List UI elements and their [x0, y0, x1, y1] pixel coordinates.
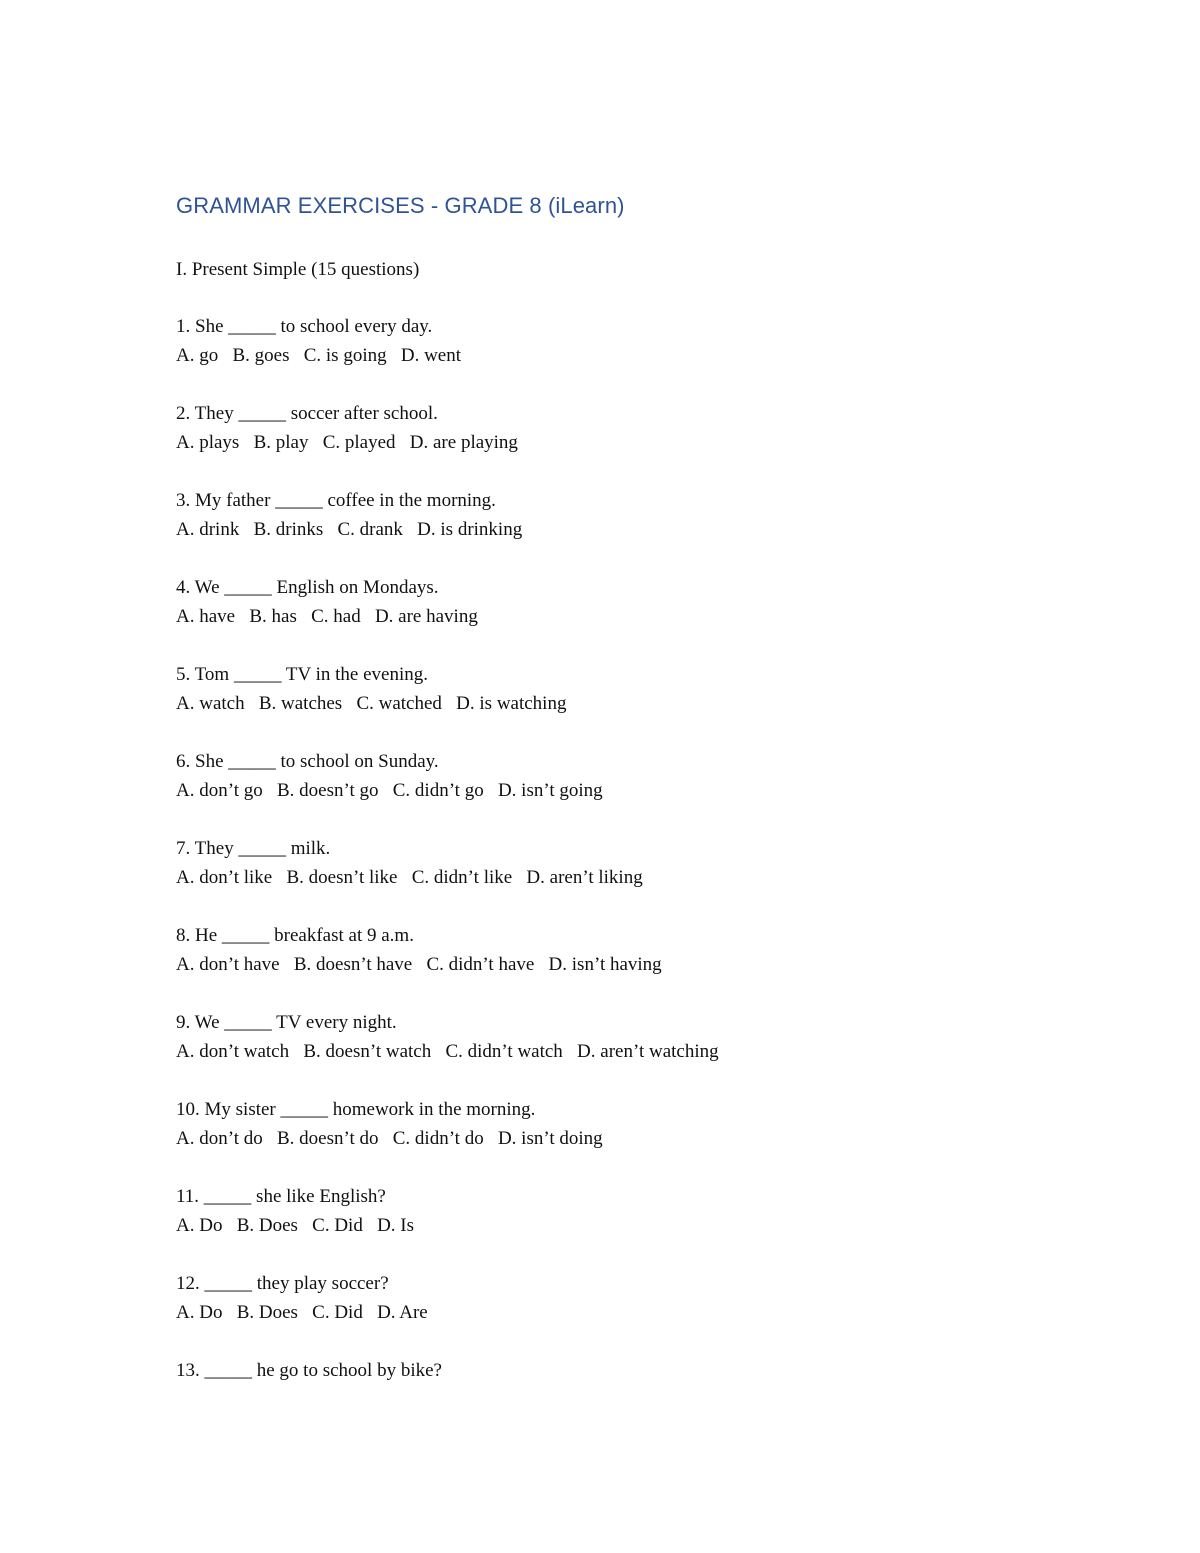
document-content — [176, 191, 1076, 1443]
question-text: 1. She _____ to school every day. — [176, 316, 433, 337]
question-text: 13. _____ he go to school by bike? — [176, 1360, 442, 1381]
question-item-8 — [176, 921, 1076, 1008]
question-options: A. don’t go B. doesn’t go C. didn’t go D. isn’t going — [176, 780, 603, 801]
question-list — [176, 312, 1076, 1443]
question-options: A. don’t do B. doesn’t do C. didn’t do D. isn’t doing — [176, 1128, 603, 1149]
question-options: A. don’t watch B. doesn’t watch C. didn’t watch D. aren’t watching — [176, 1041, 719, 1062]
question-item-10 — [176, 1095, 1076, 1182]
question-text: 3. My father _____ coffee in the morning. — [176, 490, 496, 511]
document-title: GRAMMAR EXERCISES - GRADE 8 (iLearn) — [176, 193, 625, 218]
question-text: 6. She _____ to school on Sunday. — [176, 751, 439, 772]
question-options: A. watch B. watches C. watched D. is watching — [176, 693, 567, 714]
question-options: A. don’t have B. doesn’t have C. didn’t have D. isn’t having — [176, 954, 662, 975]
question-item-2 — [176, 399, 1076, 486]
question-item-7 — [176, 834, 1076, 921]
question-text: 9. We _____ TV every night. — [176, 1012, 397, 1033]
question-options: A. have B. has C. had D. are having — [176, 606, 478, 627]
question-item-12 — [176, 1269, 1076, 1356]
question-options: A. Do B. Does C. Did D. Is — [176, 1215, 415, 1236]
question-options: A. go B. goes C. is going D. went — [176, 345, 461, 366]
question-text: 12. _____ they play soccer? — [176, 1273, 389, 1294]
question-item-5 — [176, 660, 1076, 747]
question-item-13 — [176, 1356, 1076, 1443]
question-options: A. don’t like B. doesn’t like C. didn’t like D. aren’t liking — [176, 867, 643, 888]
question-text: 8. He _____ breakfast at 9 a.m. — [176, 925, 414, 946]
question-item-4 — [176, 573, 1076, 660]
question-options: A. plays B. play C. played D. are playing — [176, 432, 518, 453]
question-item-9 — [176, 1008, 1076, 1095]
question-options: A. Do B. Does C. Did D. Are — [176, 1302, 428, 1323]
question-options: A. drink B. drinks C. drank D. is drinking — [176, 519, 523, 540]
question-item-6 — [176, 747, 1076, 834]
question-item-11 — [176, 1182, 1076, 1269]
question-item-3 — [176, 486, 1076, 573]
question-text: 10. My sister _____ homework in the morning. — [176, 1099, 536, 1120]
question-text: 2. They _____ soccer after school. — [176, 403, 438, 424]
question-text: 4. We _____ English on Mondays. — [176, 577, 439, 598]
question-text: 7. They _____ milk. — [176, 838, 331, 859]
section-heading: I. Present Simple (15 questions) — [176, 259, 420, 280]
question-text: 5. Tom _____ TV in the evening. — [176, 664, 428, 685]
question-text: 11. _____ she like English? — [176, 1186, 386, 1207]
question-item-1 — [176, 312, 1076, 399]
